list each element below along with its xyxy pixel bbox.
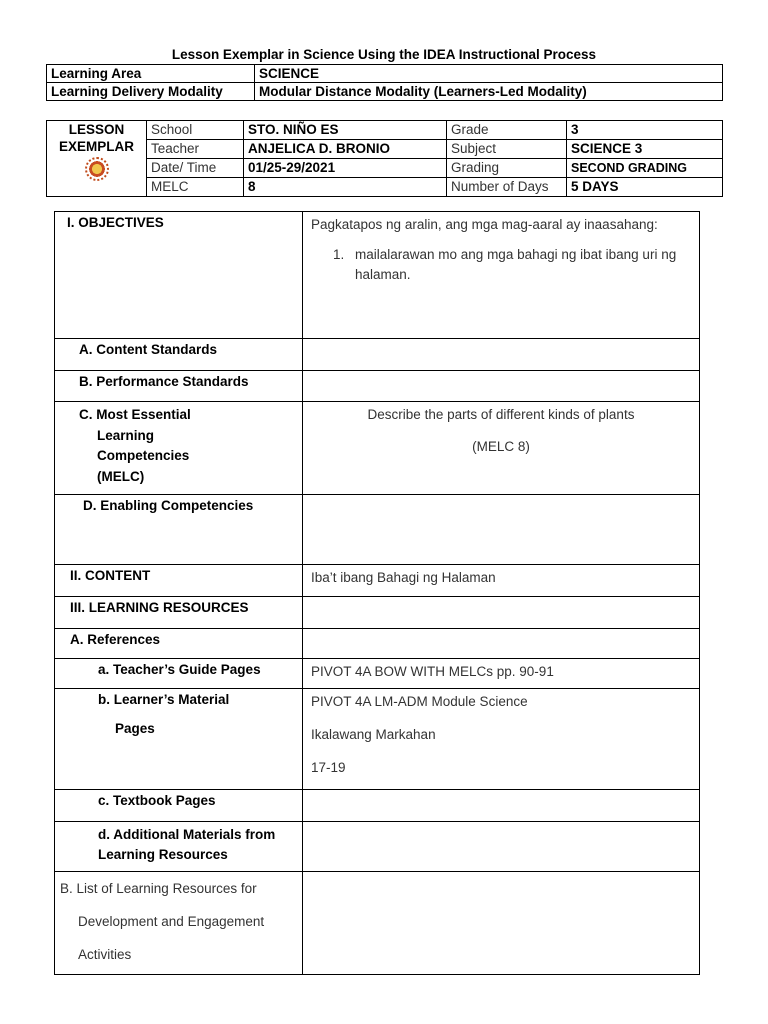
grade-value: 3: [567, 121, 723, 140]
additional-materials-row: [55, 822, 700, 872]
page-title: Lesson Exemplar in Science Using the IDEA Instructional Process: [171, 47, 597, 62]
melc-label: MELC: [147, 178, 244, 197]
learning-area-row: [47, 65, 723, 83]
lesson-label: LESSON: [68, 122, 125, 137]
content-label: II. CONTENT: [55, 565, 303, 597]
learning-resources-row: [55, 597, 700, 629]
modality-value: Modular Distance Modality (Learners-Led Modality): [255, 83, 723, 101]
grading-value: SECOND GRADING: [567, 159, 723, 178]
subject-value: SCIENCE 3: [567, 140, 723, 159]
date-label: Date/ Time: [147, 159, 244, 178]
teachers-guide-row: [55, 659, 700, 689]
melc-text: Describe the parts of different kinds of plants: [367, 407, 635, 422]
learning-resources-value: [303, 597, 700, 629]
school-value: STO. NIÑO ES: [244, 121, 447, 140]
learners-material-row: [55, 689, 700, 790]
list-resources-row: [55, 872, 700, 975]
lesson-header-table: [46, 120, 723, 197]
enabling-competencies-label: D. Enabling Competencies: [55, 495, 303, 565]
teachers-guide-label: a. Teacher’s Guide Pages: [55, 659, 303, 689]
teacher-label: Teacher: [147, 140, 244, 159]
textbook-value: [303, 790, 700, 822]
additional-materials-label-1: d. Additional Materials from: [98, 827, 276, 842]
performance-standards-row: [55, 371, 700, 402]
references-row: [55, 629, 700, 659]
modality-label: Learning Delivery Modality: [47, 83, 255, 101]
list-resources-label-2: Development and Engagement: [78, 914, 265, 929]
learners-material-pages-label: Pages: [115, 721, 155, 736]
melc-label-line-4: (MELC): [97, 468, 145, 484]
melc-competencies-label: [55, 402, 303, 495]
list-resources-label-1: B. List of Learning Resources for: [60, 881, 257, 896]
days-value: 5 DAYS: [567, 178, 723, 197]
learners-material-value-3: 17-19: [311, 760, 346, 775]
grade-label: Grade: [447, 121, 567, 140]
textbook-label: c. Textbook Pages: [55, 790, 303, 822]
list-resources-value: [303, 872, 700, 975]
exemplar-label: EXEMPLAR: [58, 139, 134, 154]
enabling-competencies-row: [55, 495, 700, 565]
learning-area-value: SCIENCE: [255, 65, 723, 83]
melc-label-line-3: Competencies: [97, 448, 190, 463]
content-value: Iba’t ibang Bahagi ng Halaman: [303, 565, 700, 597]
learning-resources-label: III. LEARNING RESOURCES: [55, 597, 303, 629]
additional-materials-label-2: Learning Resources: [98, 847, 228, 862]
melc-row: [55, 402, 700, 495]
enabling-competencies-value: [303, 495, 700, 565]
learning-area-table: [46, 64, 723, 101]
melc-value: 8: [244, 178, 447, 197]
objectives-intro: Pagkatapos ng aralin, ang mga mag-aaral ay inaasahang:: [311, 217, 658, 232]
days-label: Number of Days: [447, 178, 567, 197]
school-label: School: [147, 121, 244, 140]
teachers-guide-value: PIVOT 4A BOW WITH MELCs pp. 90-91: [303, 659, 700, 689]
references-label: A. References: [55, 629, 303, 659]
performance-standards-value: [303, 371, 700, 402]
subject-label: Subject: [447, 140, 567, 159]
melc-label-line-2: Learning: [97, 427, 155, 443]
teacher-value: ANJELICA D. BRONIO: [244, 140, 447, 159]
school-seal-icon: [85, 157, 109, 181]
references-value: [303, 629, 700, 659]
objectives-row: [55, 212, 700, 339]
textbook-row: [55, 790, 700, 822]
modality-row: [47, 83, 723, 101]
lesson-exemplar-cell: [47, 121, 147, 197]
melc-code: (MELC 8): [472, 439, 530, 454]
lesson-content-table: [54, 211, 700, 975]
objectives-item: mailalarawan mo ang mga bahagi ng ibat ibang uri ng halaman.: [355, 247, 677, 282]
list-resources-label-3: Activities: [78, 947, 132, 962]
objectives-item-number: 1.: [333, 247, 345, 262]
learning-area-label: Learning Area: [47, 65, 255, 83]
grading-label: Grading: [447, 159, 567, 178]
content-row: [55, 565, 700, 597]
additional-materials-value: [303, 822, 700, 872]
content-standards-row: [55, 339, 700, 371]
objectives-label: I. OBJECTIVES: [55, 212, 303, 339]
melc-label-line-1: C. Most Essential: [79, 407, 191, 422]
date-value: 01/25-29/2021: [244, 159, 447, 178]
performance-standards-label: B. Performance Standards: [55, 371, 303, 402]
content-standards-label: A. Content Standards: [55, 339, 303, 371]
content-standards-value: [303, 339, 700, 371]
learners-material-value-2: Ikalawang Markahan: [311, 727, 436, 742]
learners-material-value-1: PIVOT 4A LM-ADM Module Science: [311, 694, 528, 709]
learners-material-label: b. Learner’s Material: [98, 692, 230, 707]
